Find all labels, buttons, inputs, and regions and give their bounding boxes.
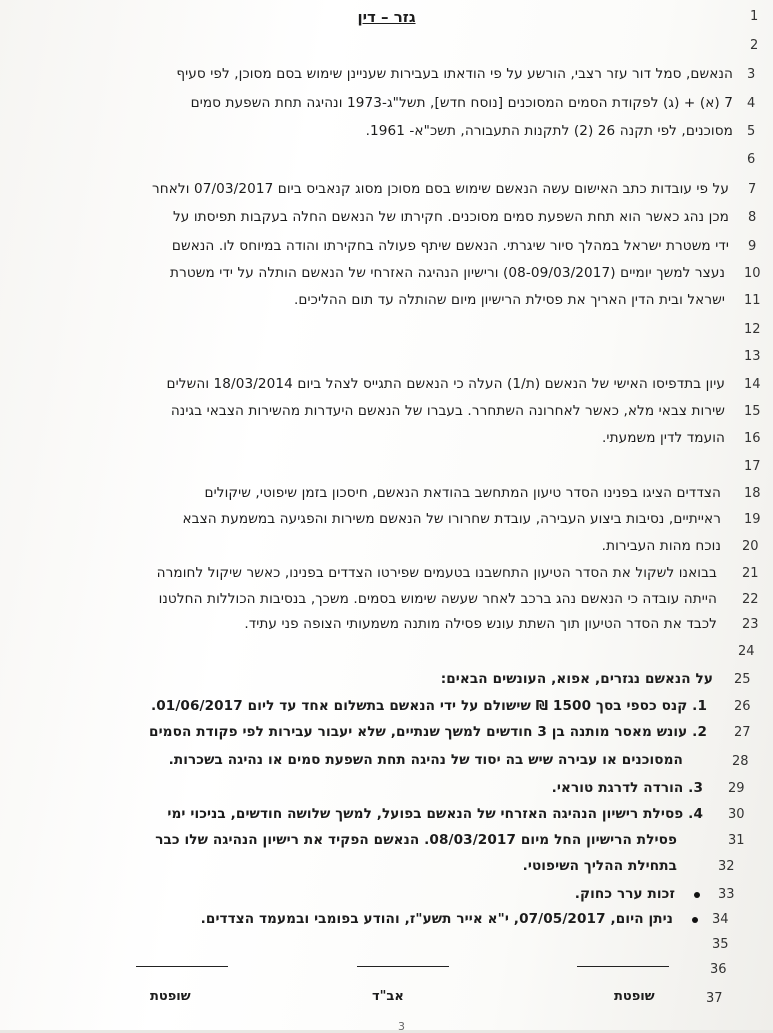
line-number: 4 <box>747 96 756 111</box>
sentence-item-4-cont: בתחילת ההליך השיפוטי. <box>522 858 677 874</box>
text-line: עיון בתדפיסו האישי של הנאשם (ת/1) העלה כי הנאשם התגייס לצהל ביום 18/03/2014 והשלים <box>166 376 725 392</box>
line-number: 32 <box>718 859 735 874</box>
line-number: 15 <box>744 404 761 419</box>
line-number: 20 <box>742 539 759 554</box>
text-line: מכן נהג כאשר הוא תחת השפעת סמים מסוכנים. חקירתו של הנאשם החלה בעקבות תפיסתו על <box>172 209 729 225</box>
signature-label-right: שופטת <box>614 989 655 1004</box>
line-number: 12 <box>744 322 761 337</box>
text-line: הנאשם, סמל דור עזר רצבי, הורשע על פי הודאתו בעבירות שעניינן שימוש בסם מסוכן, לפי סעיף <box>176 66 733 82</box>
line-number: 25 <box>734 672 751 687</box>
line-number: 31 <box>728 833 745 848</box>
text-line: ראייתיים, נסיבות ביצוע העבירה, עובדת שחרורו של הנאשם משירות והפגיעה במשמעת הצבא <box>182 511 721 527</box>
sentence-item-4-cont: פסילת הרישיון החל מיום 08/03/2017. הנאשם הפקיד את רישיון הנהיגה שלו כבר <box>155 832 677 848</box>
line-number: 22 <box>742 592 759 607</box>
appeal-right: זכות ערר כחוק. <box>574 886 675 902</box>
line-number: 30 <box>728 807 745 822</box>
bullet-icon <box>692 917 698 923</box>
sentences-heading: על הנאשם נגזרים, אפוא, העונשים הבאים: <box>440 671 713 687</box>
line-number: 14 <box>744 377 761 392</box>
text-line: על פי עובדות כתב האישום עשה הנאשם שימוש בסם מסוכן מסוג קנאביס ביום 07/03/2017 ולאחר <box>151 181 729 197</box>
line-number: 27 <box>734 725 751 740</box>
line-number: 28 <box>732 754 749 769</box>
line-number: 19 <box>744 512 761 527</box>
line-number: 18 <box>744 486 761 501</box>
line-number: 33 <box>718 887 735 902</box>
sentence-item-2-cont: המסוכנים או עבירה שיש בה יסוד של נהיגה תחת השפעת סמים או נהיגה בשכרות. <box>168 752 683 768</box>
line-number: 7 <box>748 182 757 197</box>
sentence-item-1: 1. קנס כספי בסך 1500 ₪ שישולם על ידי הנאשם בתשלום אחד עד ליום 01/06/2017. <box>150 698 707 714</box>
text-line: נוכח מהות העבירות. <box>601 538 721 554</box>
text-line: נעצר למשך יומיים (08-09/03/2017) ורישיון הנהיגה האזרחי של הנאשם הותלה על ידי משטרת <box>170 265 725 281</box>
line-number: 13 <box>744 349 761 364</box>
signature-line-left <box>136 966 228 967</box>
line-number: 8 <box>748 210 757 225</box>
line-number: 37 <box>706 991 723 1006</box>
line-number: 6 <box>747 152 756 167</box>
text-line: ידי משטרת ישראל במהלך סיור שיגרתי. הנאשם שיתף פעולה בחקירתו והודה במיוחס לו. הנאשם <box>171 238 729 254</box>
line-number: 34 <box>712 912 729 927</box>
line-number: 16 <box>744 431 761 446</box>
line-number: 10 <box>744 266 761 281</box>
text-line: מסוכנים, לפי תקנה 26 (2) לתקנות התעבורה, תשכ"א- 1961. <box>365 123 733 139</box>
text-line: ישראל ובית הדין האריך את פסילת הרישיון מיום שהותלה עד תום ההליכים. <box>294 292 725 308</box>
line-number: 17 <box>744 459 761 474</box>
given-today: ניתן היום, 07/05/2017, י"א אייר תשע"ז, והודע בפומבי ובמעמד הצדדים. <box>200 911 673 927</box>
line-number: 3 <box>747 67 756 82</box>
line-number: 24 <box>738 644 755 659</box>
text-line: שירות צבאי מלא, כאשר לאחרונה השתחרר. בעברו של הנאשם היעדרות מהשירות הצבאי בגינה <box>170 403 725 419</box>
signature-label-left: שופטת <box>150 989 191 1004</box>
line-number: 9 <box>748 239 757 254</box>
line-number: 35 <box>712 937 729 952</box>
line-number: 21 <box>742 566 759 581</box>
bullet-icon <box>694 892 700 898</box>
line-number: 36 <box>710 962 727 977</box>
line-number: 26 <box>734 699 751 714</box>
sentence-item-4: 4. פסילת רישיון הנהיגה האזרחי של הנאשם בפועל, למשך שלושה חודשים, בניכוי ימי <box>167 806 703 822</box>
signature-label-center: אב"ד <box>372 989 404 1004</box>
line-number: 5 <box>747 124 756 139</box>
text-line: 7 (א) + (ג) לפקודת הסמים המסוכנים [נוסח חדש], תשל"ג-1973 ונהיגה תחת השפעת סמים <box>190 95 733 111</box>
sentence-item-3: 3. הורדה לדרגת טוראי. <box>551 780 703 796</box>
sentence-item-2: 2. עונש מאסר מותנה בן 3 חודשים למשך שנתיים, שלא יעבור עבירות לפי פקודת הסמים <box>149 724 707 740</box>
text-line: הייתה עובדה כי הנאשם נהג ברכב לאחר שעשה שימוש בסמים. משכך, בנסיבות הכוללות החלטנו <box>158 591 717 607</box>
signature-line-center <box>357 966 449 967</box>
line-number: 11 <box>744 293 761 308</box>
line-number: 23 <box>742 617 759 632</box>
line-number: 1 <box>750 9 759 24</box>
page-number: 3 <box>398 1020 405 1033</box>
line-number: 2 <box>750 38 759 53</box>
text-line: הועמד לדין משמעתי. <box>602 430 725 446</box>
document-title: גזר – דין <box>357 8 416 26</box>
text-line: בבואנו לשקול את הסדר הטיעון התחשבנו בטעמים שפירטו הצדדים בפנינו, כאשר שיקול לחומרה <box>156 565 717 581</box>
text-line: לכבד את הסדר הטיעון תוך השתת עונש פסילה מותנה משמעותי הצופה פני עתיד. <box>244 616 717 632</box>
signature-line-right <box>577 966 669 967</box>
line-number: 29 <box>728 781 745 796</box>
text-line: הצדדים הציגו בפנינו הסדר טיעון המתחשב בהודאת הנאשם, חיסכון בזמן שיפוטי, שיקולים <box>204 485 721 501</box>
